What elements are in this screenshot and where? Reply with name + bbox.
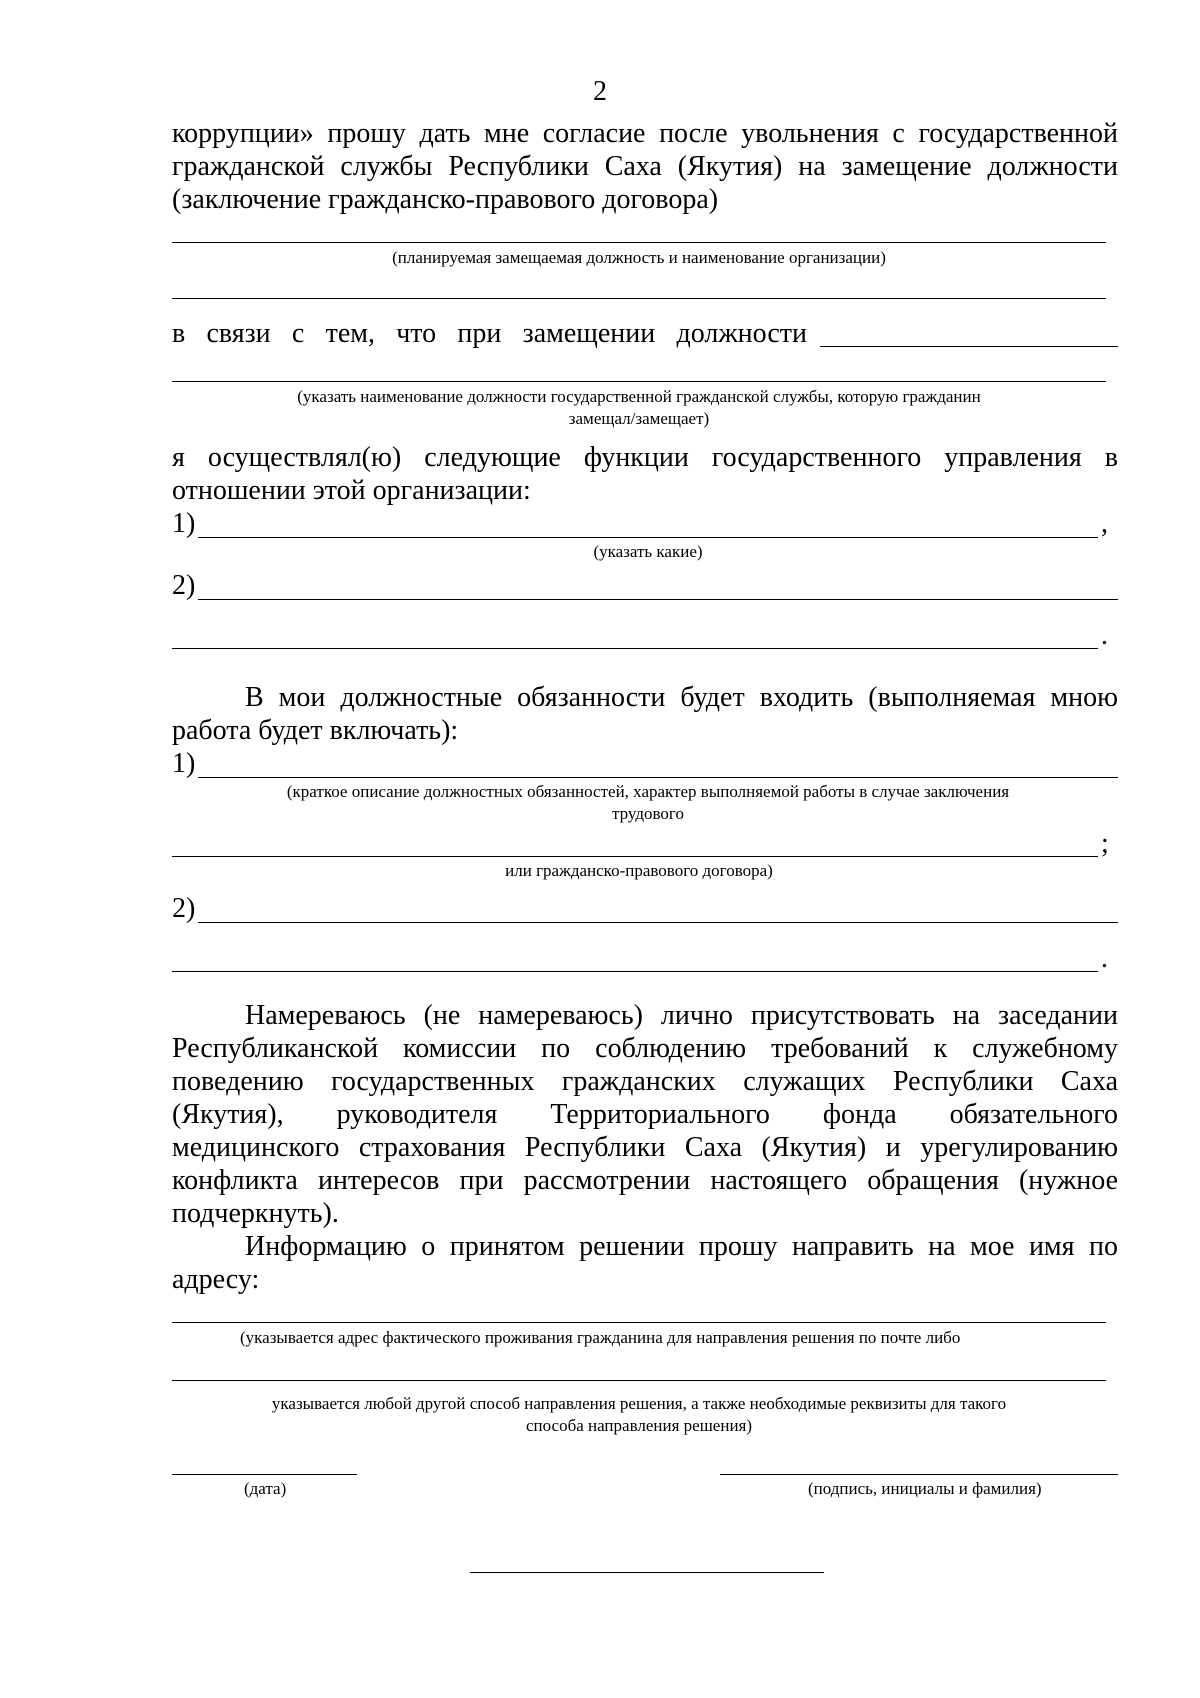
functions-item-1-caption: (указать какие) xyxy=(593,542,703,561)
duties-item-1-line[interactable] xyxy=(198,777,1118,778)
functions-line-2: отношении этой организации: xyxy=(172,475,531,506)
functions-item-1-line[interactable] xyxy=(198,537,1098,538)
duties-item-2-line[interactable] xyxy=(198,922,1118,923)
attendance-line-1: Намереваюсь (не намереваюсь) лично присутствовать на заседании xyxy=(245,1000,1118,1031)
attendance-line-7: подчеркнуть). xyxy=(172,1198,339,1229)
address-fill-line-1[interactable] xyxy=(172,1322,1106,1323)
org-caption: (планируемая замещаемая должность и наименование организации) xyxy=(392,248,886,267)
attendance-line-6: конфликта интересов при рассмотрении настоящего обращения (нужное xyxy=(172,1165,1118,1196)
address-fill-line-2[interactable] xyxy=(172,1380,1106,1381)
functions-line-1: я осуществлял(ю) следующие функции государственного управления в xyxy=(172,442,1118,473)
org-fill-line-2[interactable] xyxy=(172,298,1106,299)
attendance-line-2: Республиканской комиссии по соблюдению требований к служебному xyxy=(172,1033,1118,1064)
position-fill-line-1[interactable] xyxy=(820,346,1118,347)
info-line-2: адресу: xyxy=(172,1264,260,1295)
duties-item-1-caption-line-1: (краткое описание должностных обязанностей, характер выполняемой работы в случае заключения xyxy=(286,782,1010,801)
intro-line-2: гражданской службы Республики Саха (Якутия) на замещение должности xyxy=(172,151,1118,182)
signature-caption: (подпись, инициалы и фамилия) xyxy=(808,1479,1042,1498)
attendance-line-5: медицинского страхования Республики Саха (Якутия) и урегулированию xyxy=(172,1132,1118,1163)
address-caption-line-1: (указывается адрес фактического проживания гражданина для направления решения по почте либо xyxy=(240,1328,961,1347)
attendance-line-4: (Якутия), руководителя Территориального фонда обязательного xyxy=(172,1099,1118,1130)
date-caption: (дата) xyxy=(244,1479,287,1498)
duties-item-1-caption-line-3: или гражданско-правового договора) xyxy=(505,861,773,880)
duties-item-2-end: . xyxy=(1101,943,1108,974)
functions-item-1-end: , xyxy=(1101,508,1108,539)
intro-line-3: (заключение гражданско-правового договора) xyxy=(172,184,719,215)
org-fill-line-1[interactable] xyxy=(172,242,1106,243)
address-caption-line-3: способа направления решения) xyxy=(525,1416,753,1435)
info-line-1: Информацию о принятом решении прошу направить на мое имя по xyxy=(245,1231,1118,1262)
duties-item-1-end: ; xyxy=(1101,828,1109,859)
duties-item-1-line-2[interactable] xyxy=(172,856,1098,857)
attendance-line-3: поведению государственных гражданских служащих Республики Саха xyxy=(172,1066,1118,1097)
duties-line-1: В мои должностные обязанности будет входить (выполняемая мною xyxy=(245,682,1118,713)
address-caption-line-2: указывается любой другой способ направления решения, а также необходимые реквизиты для такого xyxy=(271,1394,1007,1413)
signature-fill-line[interactable] xyxy=(720,1474,1118,1475)
functions-item-2-line-2[interactable] xyxy=(172,648,1098,649)
functions-item-2-end: . xyxy=(1101,620,1108,651)
functions-item-1-number: 1) xyxy=(172,508,196,539)
date-fill-line[interactable] xyxy=(172,1474,357,1475)
position-caption-line-1: (указать наименование должности государственной гражданской службы, которую гражданин xyxy=(297,387,981,406)
position-fill-line-2[interactable] xyxy=(172,381,1106,382)
duties-item-1-caption-line-2: трудового xyxy=(612,804,684,823)
connection-text: в связи с тем, что при замещении должности xyxy=(172,318,807,349)
functions-item-2-number: 2) xyxy=(172,570,196,601)
position-caption-line-2: замещал/замещает) xyxy=(568,409,710,428)
duties-item-1-number: 1) xyxy=(172,748,196,779)
functions-item-2-line[interactable] xyxy=(198,599,1118,600)
intro-line-1: коррупции» прошу дать мне согласие после увольнения с государственной xyxy=(172,118,1118,149)
page-number: 2 xyxy=(593,76,607,107)
closing-separator xyxy=(470,1572,824,1573)
duties-item-2-number: 2) xyxy=(172,893,196,924)
duties-item-2-line-2[interactable] xyxy=(172,971,1098,972)
duties-line-2: работа будет включать): xyxy=(172,715,459,746)
